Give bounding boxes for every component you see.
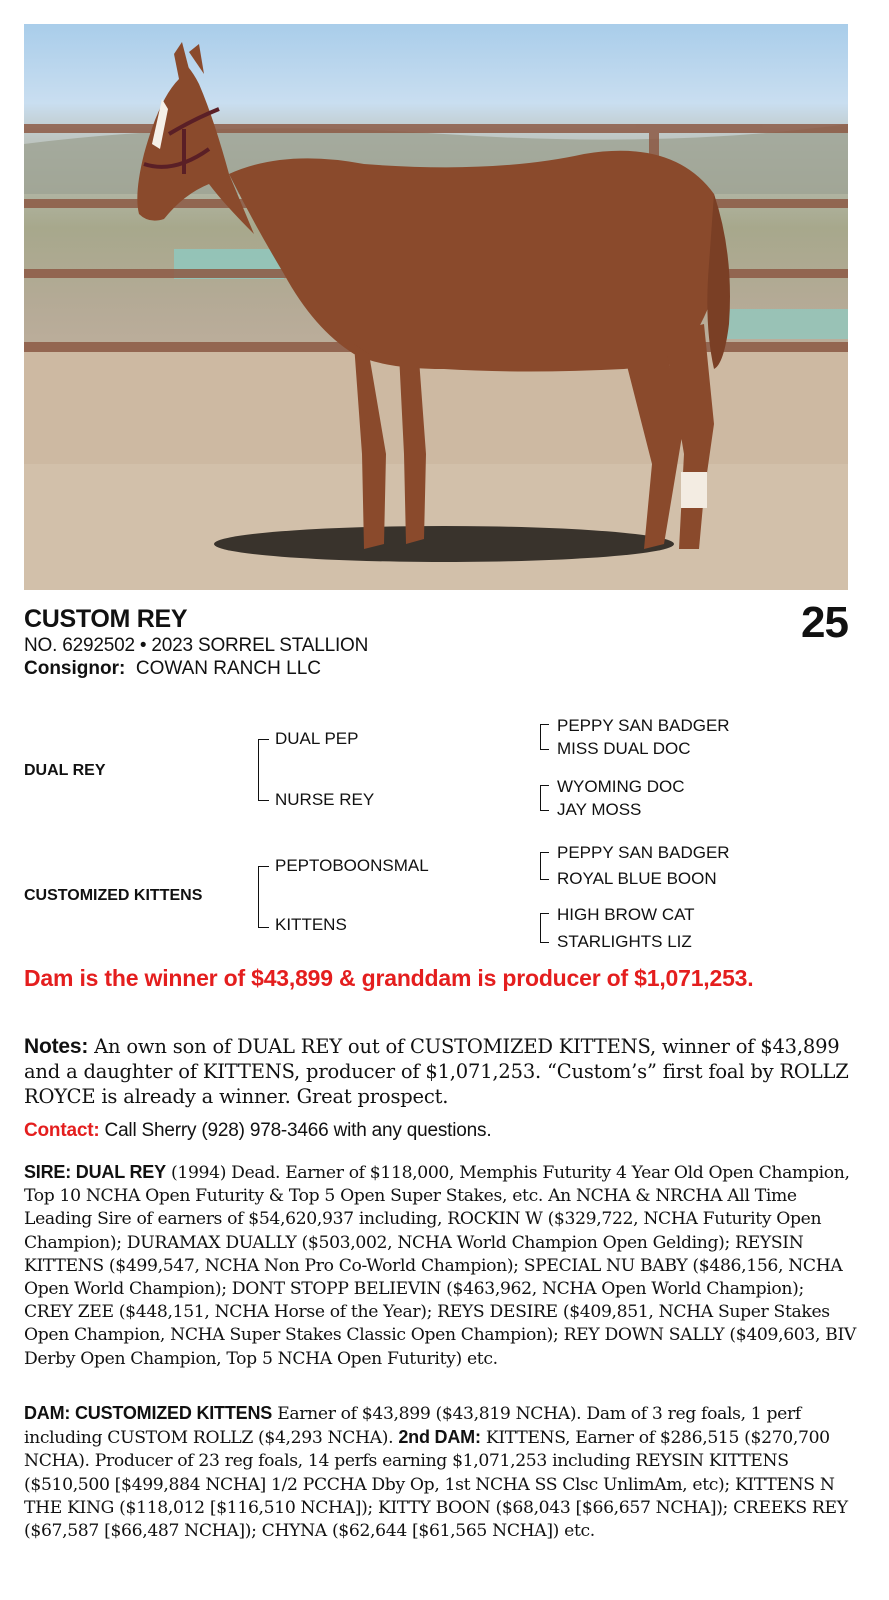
horse-photo — [24, 24, 848, 590]
consignor-label: Consignor: — [24, 658, 126, 679]
dam-label: DAM: CUSTOMIZED KITTENS — [24, 1403, 273, 1423]
pedigree-bracket — [258, 866, 269, 928]
notes-label: Notes: — [24, 1035, 89, 1058]
contact-label: Contact: — [24, 1120, 100, 1141]
horse-photo-illustration — [24, 24, 848, 590]
contact-line — [24, 1120, 491, 1142]
pedigree-bracket — [540, 913, 549, 943]
consignor-name: COWAN RANCH LLC — [135, 658, 321, 679]
second-dam-text: KITTENS, Earner of $286,515 ($270,700 NCHA). Producer of 23 reg foals, 14 perfs earning $1,071,253 including REYSIN KITTENS ($510,500 [$499,884 NCHA] 1/2 PCCHA Dby Op, 1st NCHA SS Clsc UnlimAm, etc); KITTENS N THE KING ($118,012 [$116,510 NCHA]); KITTY BOON ($68,043 [$66,657 NCHA]); CREEKS REY ($67,587 [$66,487 NCHA]); CHYNA ($62,644 [$61,565 NCHA]) etc. — [24, 1428, 848, 1542]
pedigree-sire-dam-dam: JAY MOSS — [557, 800, 642, 819]
pedigree-sire-sire: DUAL PEP — [275, 729, 359, 748]
pedigree-sire-sire-dam: MISS DUAL DOC — [557, 739, 691, 758]
highlight-headline: Dam is the winner of $43,899 & granddam is producer of $1,071,253. — [24, 965, 754, 991]
pedigree-dam: CUSTOMIZED KITTENS — [24, 887, 203, 904]
pedigree-bracket — [540, 724, 549, 750]
pedigree-dam-sire-sire: PEPPY SAN BADGER — [557, 843, 730, 862]
pedigree-dam-sire-dam: ROYAL BLUE BOON — [557, 869, 717, 888]
pedigree-sire: DUAL REY — [24, 762, 106, 779]
dam-paragraph — [24, 1402, 856, 1543]
pedigree-sire-sire-sire: PEPPY SAN BADGER — [557, 716, 730, 735]
pedigree-bracket — [540, 852, 549, 880]
notes-paragraph — [24, 1034, 854, 1109]
sire-label: SIRE: DUAL REY — [24, 1162, 166, 1182]
pedigree-dam-dam-sire: HIGH BROW CAT — [557, 905, 695, 924]
pedigree-sire-dam: NURSE REY — [275, 790, 375, 809]
lot-number: 25 — [801, 598, 848, 647]
registration-line: NO. 6292502 • 2023 SORREL STALLION — [24, 635, 369, 656]
pedigree-bracket — [540, 785, 549, 811]
sire-paragraph — [24, 1161, 856, 1371]
pedigree-sire-dam-sire: WYOMING DOC — [557, 777, 685, 796]
pedigree-dam-dam-dam: STARLIGHTS LIZ — [557, 932, 692, 951]
contact-text: Call Sherry (928) 978-3466 with any questions. — [104, 1120, 492, 1141]
consignor-line — [24, 658, 321, 680]
notes-text: An own son of DUAL REY out of CUSTOMIZED KITTENS, winner of $43,899 and a daughter of KITTENS, producer of $1,071,253. “Custom’s” first foal by ROLLZ ROYCE is already a winner. Great prospect. — [24, 1035, 849, 1108]
second-dam-label: 2nd DAM: — [398, 1427, 481, 1448]
dam-text: Earner of $43,899 ($43,819 NCHA). Dam of 3 reg foals, 1 perf including CUSTOM ROLLZ ($4,293 NCHA). — [24, 1404, 801, 1449]
pedigree-bracket — [258, 739, 269, 801]
horse-name: CUSTOM REY — [24, 605, 188, 633]
pedigree-dam-sire: PEPTOBOONSMAL — [275, 856, 429, 875]
pedigree-dam-dam: KITTENS — [275, 915, 347, 934]
sire-text: (1994) Dead. Earner of $118,000, Memphis Futurity 4 Year Old Open Champion, Top 10 NCHA Open Futurity & Top 5 Open Super Stakes, etc. An NCHA & NRCHA All Time Leading Sire of earners of $54,620,937 including, ROCKIN W ($329,722, NCHA Futurity Open Champion); DURAMAX DUALLY ($503,002, NCHA World Champion Open Gelding); REYSIN KITTENS ($499,547, NCHA Non Pro Co-World Champion); SPECIAL NU BABY ($486,156, NCHA Open World Champion); DONT STOPP BELIEVIN ($463,962, NCHA Open World Champion); CREY ZEE ($448,151, NCHA Horse of the Year); REYS DESIRE ($409,851, NCHA Super Stakes Open Champion, NCHA Super Stakes Classic Open Champion); REY DOWN SALLY ($409,603, BIV Derby Open Champion, Top 5 NCHA Open Futurity) etc. — [24, 1163, 856, 1369]
